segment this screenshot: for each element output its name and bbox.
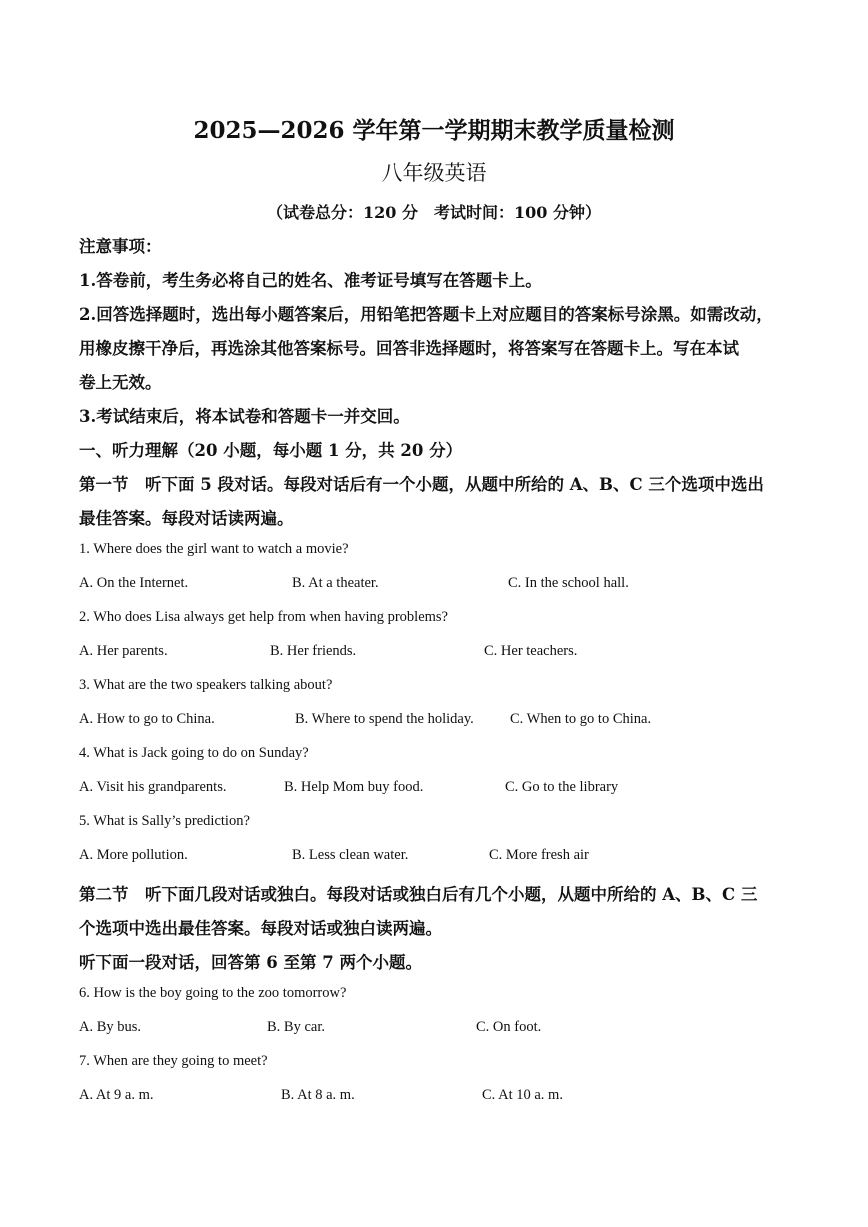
option-a: A. At 9 a. m. <box>79 1087 154 1103</box>
section-heading: 一、听力理解（20 小题，每小题 1 分，共 20 分） <box>79 441 463 460</box>
question-stem: 6. How is the boy going to the zoo tomorrow? <box>79 985 347 1001</box>
exam-subtitle: 八年级英语 <box>381 161 487 185</box>
option-b: B. At 8 a. m. <box>281 1087 355 1103</box>
exam-info: （试卷总分：120 分 考试时间：100 分钟） <box>267 203 601 222</box>
option-a: A. How to go to China. <box>79 711 215 727</box>
question-stem: 7. When are they going to meet? <box>79 1053 268 1069</box>
note-item-2-line-1: 2.回答选择题时，选出每小题答案后，用铅笔把答题卡上对应题目的答案标号涂黑。如需改动， <box>79 305 773 324</box>
option-a: A. On the Internet. <box>79 575 189 591</box>
question-stem: 4. What is Jack going to do on Sunday? <box>79 745 309 761</box>
dialog-intro: 听下面一段对话，回答第 6 至第 7 两个小题。 <box>79 953 422 972</box>
question-stem: 5. What is Sally’s prediction? <box>79 813 250 829</box>
part2-instructions-line-1: 第二节 听下面几段对话或独白。每段对话或独白后有几个小题，从题中所给的 A、B、C 三 <box>79 885 758 904</box>
option-b: B. At a theater. <box>292 575 379 591</box>
option-b: B. By car. <box>267 1019 325 1035</box>
option-c: C. At 10 a. m. <box>482 1087 563 1103</box>
option-c: C. Go to the library <box>505 779 619 795</box>
option-a: A. Her parents. <box>79 643 168 659</box>
note-item-1: 1.答卷前，考生务必将自己的姓名、准考证号填写在答题卡上。 <box>79 271 542 290</box>
part2-instructions-line-2: 个选项中选出最佳答案。每段对话或独白读两遍。 <box>79 919 442 938</box>
option-a: A. Visit his grandparents. <box>79 779 227 795</box>
question-stem: 3. What are the two speakers talking about? <box>79 677 333 693</box>
option-c: C. Her teachers. <box>484 643 578 659</box>
part1-instructions-line-1: 第一节 听下面 5 段对话。每段对话后有一个小题，从题中所给的 A、B、C 三个选项中选出 <box>79 475 764 494</box>
note-item-2-line-3: 卷上无效。 <box>79 373 162 392</box>
notes-heading: 注意事项： <box>79 237 162 256</box>
option-c: C. More fresh air <box>489 847 589 863</box>
question-stem: 1. Where does the girl want to watch a movie? <box>79 541 349 557</box>
option-c: C. When to go to China. <box>510 711 652 727</box>
option-a: A. By bus. <box>79 1019 142 1035</box>
exam-title: 2025—2026 学年第一学期期末教学质量检测 <box>193 117 675 144</box>
part1-instructions-line-2: 最佳答案。每段对话读两遍。 <box>79 509 294 528</box>
option-b: B. Her friends. <box>270 643 357 659</box>
option-b: B. Less clean water. <box>292 847 409 863</box>
option-c: C. In the school hall. <box>508 575 629 591</box>
option-c: C. On foot. <box>476 1019 542 1035</box>
note-item-3: 3.考试结束后，将本试卷和答题卡一并交回。 <box>79 407 410 426</box>
option-b: B. Where to spend the holiday. <box>295 711 474 727</box>
question-stem: 2. Who does Lisa always get help from when having problems? <box>79 609 448 625</box>
option-b: B. Help Mom buy food. <box>284 779 424 795</box>
option-a: A. More pollution. <box>79 847 188 863</box>
note-item-2-line-2: 用橡皮擦干净后，再选涂其他答案标号。回答非选择题时，将答案写在答题卡上。写在本试 <box>79 339 739 358</box>
